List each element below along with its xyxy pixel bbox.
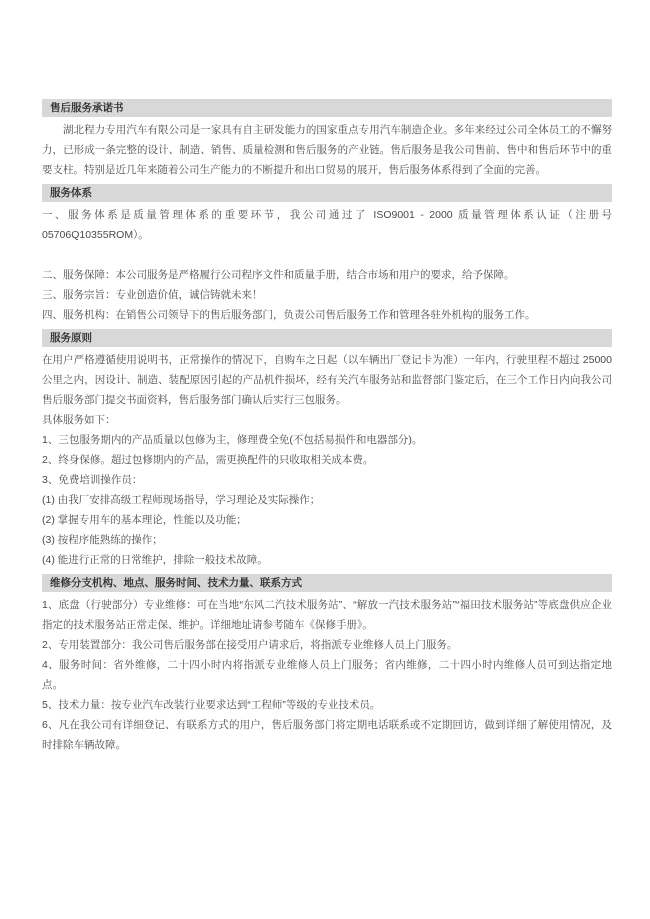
section-service-principles bbox=[42, 329, 612, 570]
list-item-system-4: 四、服务机构：在销售公司领导下的售后服务部门，负责公司售后服务工作和管理各驻外机构的服务工作。 bbox=[42, 309, 536, 321]
list-item-system-2: 二、服务保障：本公司服务是严格履行公司程序文件和质量手册，结合市场和用户的要求，给予保障。 bbox=[42, 269, 515, 281]
section-header-service-commitment: 售后服务承诺书 bbox=[42, 99, 612, 117]
list-item-system-1: 一、服务体系是质量管理体系的重要环节，我公司通过了 ISO9001 - 2000 质量管理体系认证（注册号 05706Q10355ROM）。 bbox=[42, 209, 612, 241]
section-header-service-principles: 服务原则 bbox=[42, 329, 612, 347]
list-item-branches-6: 6、凡在我公司有详细登记、有联系方式的用户，售后服务部门将定期电话联系或不定期回访，做到详细了解使用情况，及时排除车辆故障。 bbox=[42, 719, 612, 751]
list-item-system-3: 三、服务宗旨：专业创造价值，诚信铸就未来！ bbox=[42, 289, 263, 301]
list-item-branches-5: 5、技术力量：按专业汽车改装行业要求达到“工程师”等级的专业技术员。 bbox=[42, 699, 381, 711]
sublist-item-training-3: (3) 按程序能熟练的操作； bbox=[42, 534, 163, 546]
list-item-principles-3: 3、免费培训操作员： bbox=[42, 474, 143, 486]
section-header-repair-branches: 维修分支机构、地点、服务时间、技术力量、联系方式 bbox=[42, 574, 612, 592]
section-header-service-system: 服务体系 bbox=[42, 184, 612, 202]
list-item-branches-2: 2、专用装置部分：我公司售后服务部在接受用户请求后，将指派专业维修人员上门服务。 bbox=[42, 639, 458, 651]
intro-paragraph: 湖北程力专用汽车有限公司是一家具有自主研发能力的国家重点专用汽车制造企业。多年来经过公司全体员工的不懈努力，已形成一条完整的设计、制造、销售、质量检测和售后服务的产业链。售后服务是我公司售前、售中和售后环节中的重要支柱。特别是近几年来随着公司生产能力的不断提升和出口贸易的展开，售后服务体系得到了全面的完善。 bbox=[42, 124, 612, 176]
section-service-system bbox=[42, 184, 612, 325]
sublist-item-training-4: (4) 能进行正常的日常维护，排除一般技术故障。 bbox=[42, 554, 268, 566]
principles-paragraph: 在用户严格遵循使用说明书，正常操作的情况下，自购车之日起（以车辆出厂登记卡为准）一年内，行驶里程不超过 25000 公里之内，因设计、制造、装配原因引起的产品机件损坏，经有关汽车服务站和监督部门鉴定后，在三个工作日内向我公司售后服务部门提交书面资料，售后服务部门确认后实行三包服务。 bbox=[42, 354, 612, 406]
sublist-item-training-2: (2) 掌握专用车的基本理论，性能以及功能； bbox=[42, 514, 247, 526]
principles-subheading: 具体服务如下： bbox=[42, 414, 116, 426]
list-item-branches-1: 1、底盘（行驶部分）专业维修：可在当地“东风二汽技术服务站”、“解放一汽技术服务站”“福田技术服务站”等底盘供应企业指定的技术服务站正常走保、维护。详细地址请参考随车《保修手册》。 bbox=[42, 599, 612, 631]
list-item-branches-4: 4、服务时间：省外维修，二十四小时内将指派专业维修人员上门服务；省内维修，二十四小时内维修人员可到达指定地点。 bbox=[42, 659, 612, 691]
sublist-item-training-1: (1) 由我厂安排高级工程师现场指导，学习理论及实际操作； bbox=[42, 494, 321, 506]
list-item-principles-1: 1、三包服务期内的产品质量以包修为主，修理费全免(不包括易损件和电器部分)。 bbox=[42, 434, 423, 446]
section-repair-branches bbox=[42, 574, 612, 755]
list-item-principles-2: 2、终身保修。超过包修期内的产品，需更换配件的只收取相关成本费。 bbox=[42, 454, 374, 466]
section-service-commitment bbox=[42, 99, 612, 180]
